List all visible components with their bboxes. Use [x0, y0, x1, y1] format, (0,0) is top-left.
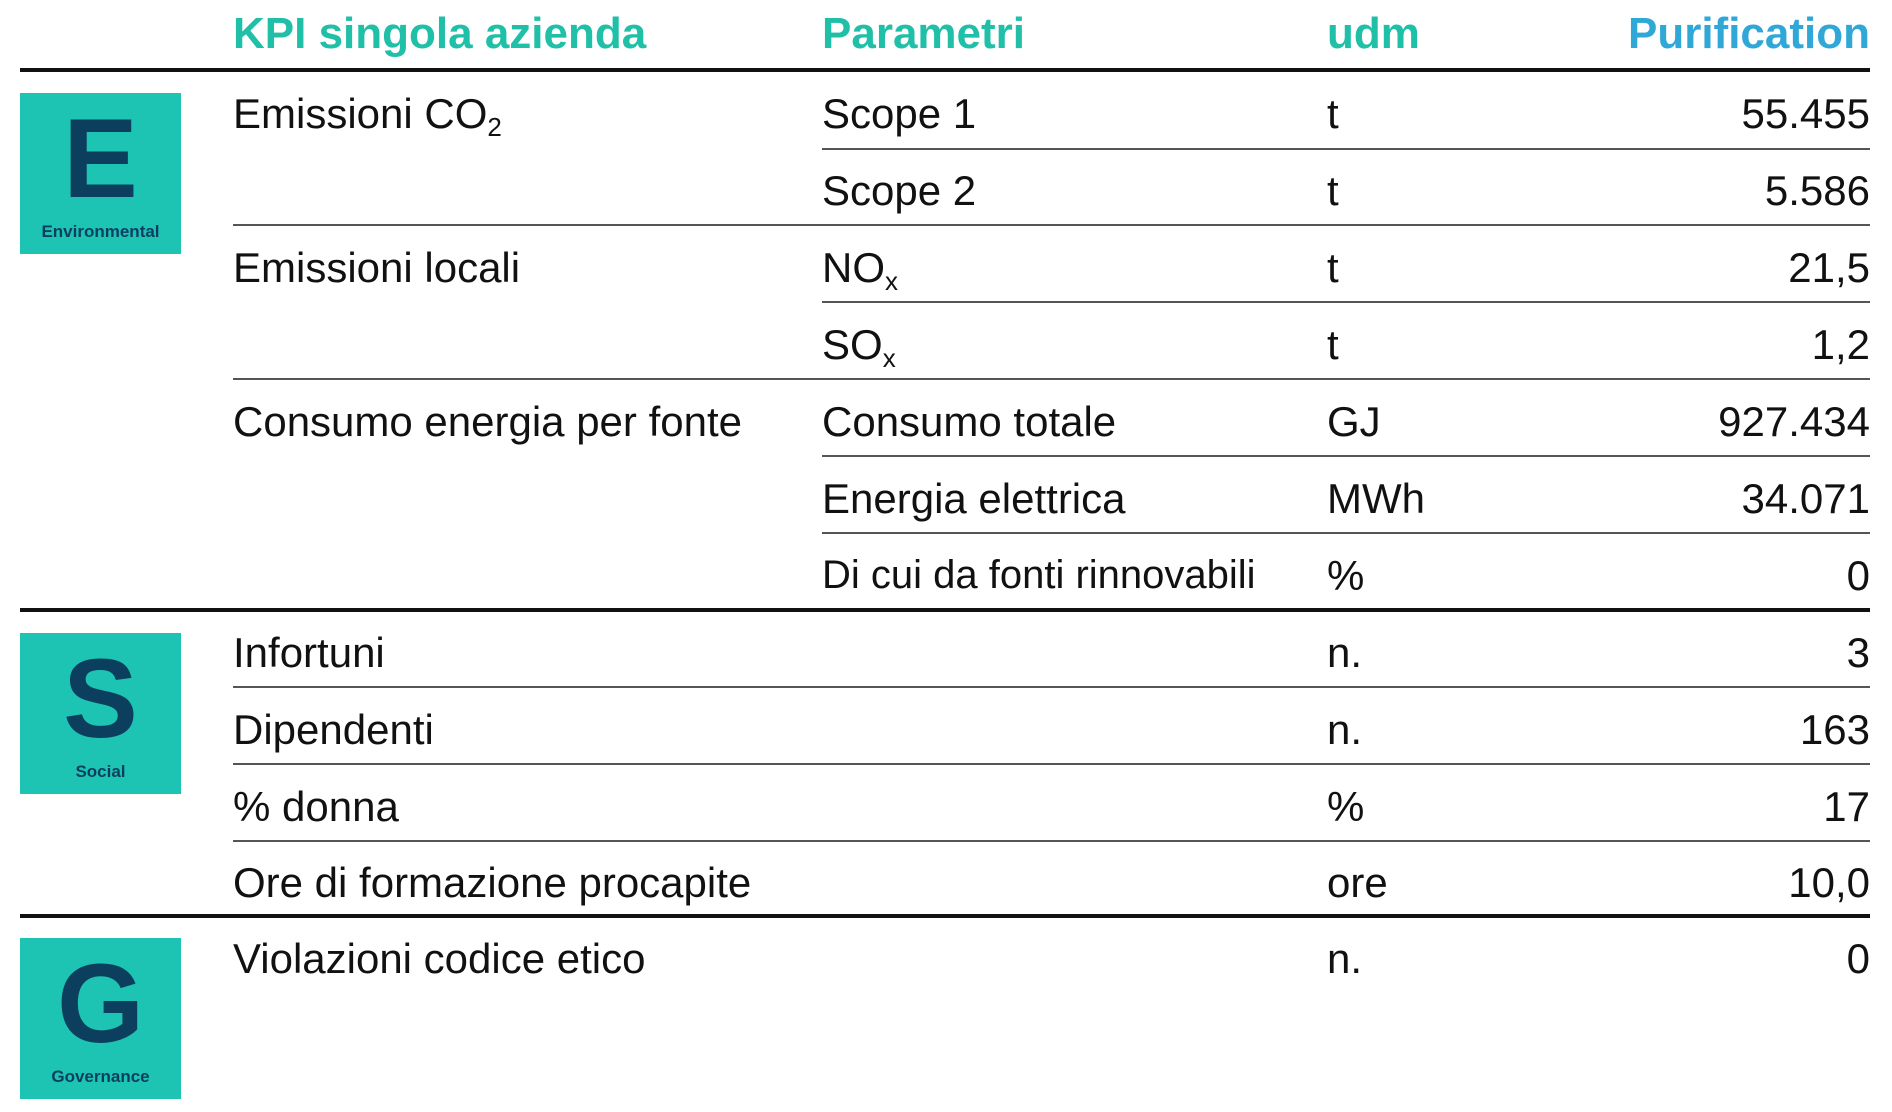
- section-divider: [20, 914, 1870, 918]
- udm-cell: t: [1327, 244, 1339, 291]
- section-divider: [20, 608, 1870, 612]
- value-cell: 163: [1799, 706, 1870, 753]
- udm-cell: n.: [1327, 935, 1363, 982]
- header-udm: udm: [1327, 9, 1420, 58]
- badge-label: Social: [75, 762, 126, 781]
- row-divider: [233, 378, 1870, 380]
- param-cell: Scope 2: [822, 167, 977, 214]
- value-cell: 17: [1823, 783, 1870, 830]
- header-purification: Purification: [1627, 9, 1870, 58]
- value-cell: 21,5: [1788, 244, 1870, 291]
- header-divider: [20, 68, 1870, 72]
- param-text: NO: [822, 244, 885, 291]
- value-cell: 1,2: [1811, 321, 1870, 368]
- row-divider: [822, 455, 1870, 457]
- param-cell: Energia elettrica: [822, 475, 1126, 522]
- udm-cell: GJ: [1327, 398, 1381, 445]
- value-cell: 55.455: [1741, 90, 1870, 137]
- value-cell: 0: [1846, 935, 1870, 982]
- udm-cell: ore: [1327, 859, 1388, 906]
- param-cell: [822, 244, 898, 296]
- udm-cell: %: [1327, 552, 1365, 599]
- value-cell: 34.071: [1741, 475, 1870, 522]
- value-cell: 927.434: [1718, 398, 1870, 445]
- value-cell: 5.586: [1764, 167, 1870, 214]
- environmental-badge: [20, 93, 181, 254]
- row-divider: [233, 763, 1870, 765]
- param-cell: Consumo totale: [822, 398, 1117, 445]
- row-divider: [233, 840, 1870, 842]
- udm-cell: n.: [1327, 629, 1363, 676]
- value-cell: 10,0: [1788, 859, 1870, 906]
- udm-cell: n.: [1327, 706, 1363, 753]
- udm-cell: %: [1327, 783, 1365, 830]
- value-cell: 3: [1846, 629, 1870, 676]
- kpi-cell: [233, 90, 502, 142]
- row-divider: [822, 532, 1870, 534]
- header-kpi: KPI singola azienda: [233, 9, 647, 58]
- row-divider: [822, 148, 1870, 150]
- header-parametri: Parametri: [822, 9, 1026, 58]
- kpi-subscript: 2: [487, 112, 502, 142]
- kpi-cell: Consumo energia per fonte: [233, 398, 742, 445]
- param-cell: Scope 1: [822, 90, 977, 137]
- badge-label: Environmental: [41, 222, 160, 241]
- kpi-cell: Ore di formazione procapite: [233, 859, 752, 906]
- row-divider: [822, 301, 1870, 303]
- kpi-cell: Emissioni locali: [233, 244, 521, 291]
- row-divider: [233, 224, 1870, 226]
- kpi-cell: Infortuni: [233, 629, 385, 676]
- param-text: SO: [822, 321, 883, 368]
- kpi-cell: Dipendenti: [233, 706, 434, 753]
- badge-letter: E: [63, 96, 138, 221]
- kpi-text: Emissioni CO: [233, 90, 488, 137]
- badge-label: Governance: [51, 1067, 150, 1086]
- param-cell: [822, 321, 896, 373]
- value-cell: 0: [1846, 552, 1870, 599]
- badge-letter: S: [63, 636, 138, 761]
- udm-cell: t: [1327, 321, 1339, 368]
- kpi-cell: Violazioni codice etico: [233, 935, 646, 982]
- param-subscript: x: [885, 266, 898, 296]
- udm-cell: MWh: [1327, 475, 1425, 522]
- udm-cell: t: [1327, 90, 1339, 137]
- kpi-cell: % donna: [233, 783, 399, 830]
- badge-letter: G: [56, 941, 145, 1066]
- governance-badge: [20, 938, 181, 1099]
- param-cell: Di cui da fonti rinnovabili: [822, 553, 1256, 597]
- udm-cell: t: [1327, 167, 1339, 214]
- param-subscript: x: [882, 343, 896, 373]
- social-badge: [20, 633, 181, 794]
- row-divider: [233, 686, 1870, 688]
